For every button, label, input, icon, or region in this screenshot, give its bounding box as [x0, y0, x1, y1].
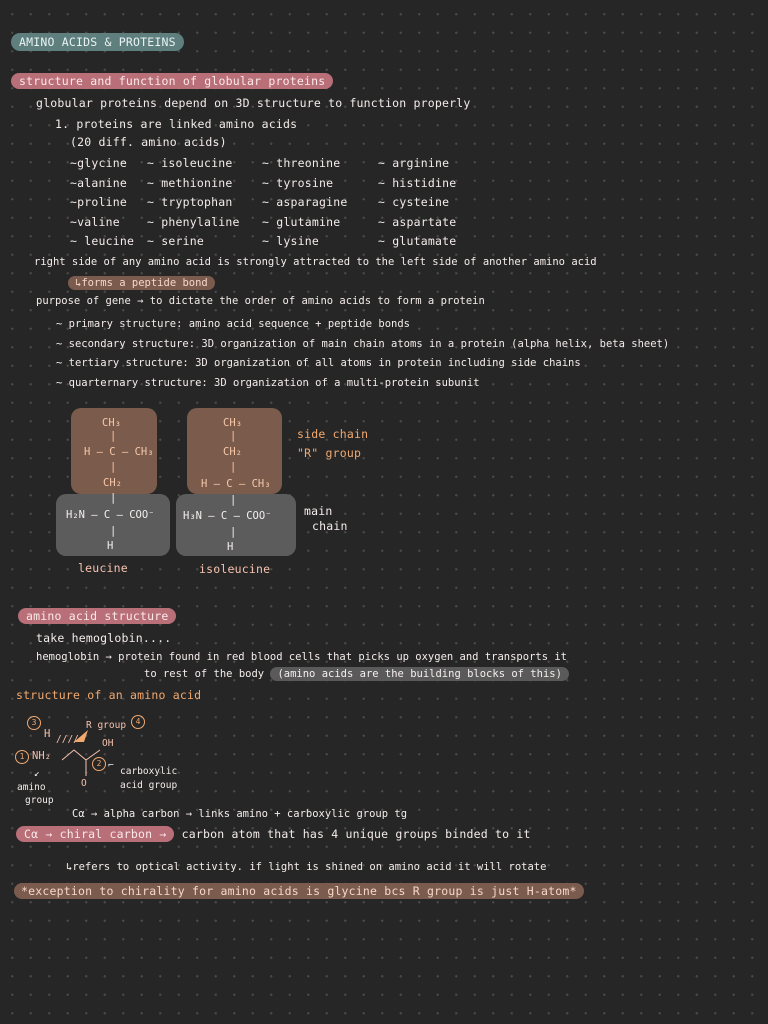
amino-list-item: ~ serine: [147, 234, 204, 249]
structure-primary: ~ primary structure: amino acid sequence + peptide bonds: [56, 318, 411, 330]
section-heading-globular: structure and function of globular proteins: [11, 73, 333, 89]
arrow-icon: ↳: [75, 277, 82, 289]
item-linked-amino-acids: 1. proteins are linked amino acids: [55, 117, 298, 131]
bond-line: |: [230, 526, 237, 538]
leucine-ch2: CH₂: [103, 477, 122, 489]
amino-list-col-3: [262, 154, 347, 252]
mol-h: H: [44, 728, 51, 740]
peptide-arrow: [68, 271, 215, 290]
chain-label: chain: [312, 519, 348, 533]
line-purpose-of-gene: purpose of gene → to dictate the order of amino acids to form a protein: [36, 295, 485, 307]
item-20-amino-acids: (20 diff. amino acids): [70, 135, 227, 149]
amino-list-item: ~proline: [70, 195, 127, 210]
protein-structure-list: [56, 315, 669, 393]
exception-glycine: *exception to chirality for amino acids is glycine bcs R group is just H-atom*: [14, 883, 584, 899]
bond-line: |: [110, 430, 117, 442]
mol-r-group: R group: [86, 720, 127, 731]
mol-o: O: [81, 778, 87, 789]
leucine-label: leucine: [78, 561, 128, 575]
leucine-hcch3: H – C – CH₃: [84, 446, 154, 458]
bond-line: |: [110, 525, 117, 537]
amino-list-item: ~ methionine: [147, 175, 233, 190]
line-globular-depend: globular proteins depend on 3D structure to function properly: [36, 96, 471, 110]
mol-oh: OH: [102, 738, 114, 749]
amino-list-item: ~ tryptophan: [147, 195, 233, 210]
rest-of-body-text: to rest of the body: [144, 668, 265, 680]
structure-tertiary: ~ tertiary structure: 3D organization of all atoms in protein including side chains: [56, 357, 581, 369]
amino-list-item: ~ asparagine: [262, 195, 348, 210]
structure-secondary: ~ secondary structure: 3D organization of main chain atoms in a protein (alpha helix, beta sheet): [56, 337, 670, 350]
chiral-carbon-definition: carbon atom that has 4 unique groups binded to it: [181, 827, 531, 841]
circle-3: 3: [27, 716, 41, 730]
leucine-h: H: [107, 540, 114, 552]
chiral-carbon-highlight: Cα → chiral carbon →: [16, 826, 174, 842]
circle-2: 2: [92, 757, 106, 771]
side-chain-label: side chain: [297, 427, 369, 441]
amino-list-item: ~valine: [70, 214, 120, 229]
leucine-main-chain: H₂N – C – COO⁻: [66, 509, 155, 521]
section-heading-amino-acid-structure: amino acid structure: [18, 608, 176, 624]
r-group-label: "R" group: [297, 446, 362, 460]
line-right-side: right side of any amino acid is strongly attracted to the left side of another amino acid: [34, 256, 597, 268]
bond-line: |: [230, 430, 237, 442]
page-title: AMINO ACIDS & PROTEINS: [11, 33, 184, 51]
amino-list-item: ~ glutamate: [378, 234, 457, 249]
hash-wedge: ////: [56, 734, 79, 745]
mol-nh2: NH₂: [32, 750, 51, 762]
amino-list-item: ~ tyrosine: [262, 175, 334, 190]
chiral-carbon-line: [16, 827, 531, 841]
amino-list-item: ~ histidine: [378, 175, 457, 190]
amino-label: amino: [17, 782, 46, 793]
circle-4: 4: [131, 715, 145, 729]
leucine-ch3-top: CH₃: [102, 417, 121, 429]
amino-list-item: ~ aspartate: [378, 214, 457, 229]
amino-list-item: ~ threonine: [262, 156, 341, 170]
main-label: main: [304, 504, 333, 518]
peptide-bond-text: forms a peptide bond: [81, 277, 208, 289]
acid-group-label: acid group: [120, 780, 178, 791]
building-blocks-highlight: (amino acids are the building blocks of this): [270, 667, 568, 681]
amino-list-item: ~ glutamine: [262, 214, 341, 229]
line-rest-of-body: [144, 668, 569, 680]
bond-line: |: [230, 494, 237, 506]
amino-list-item: ~alanine: [70, 175, 127, 190]
amino-list-item: ~ lysine: [262, 234, 319, 249]
isoleucine-ch3: CH₃: [223, 417, 242, 429]
amino-list-item: ~ cysteine: [378, 195, 450, 210]
group-label: group: [25, 795, 54, 806]
amino-list-col-1: [70, 154, 134, 252]
line-take-hemoglobin: take hemoglobin....: [36, 631, 172, 645]
bond-line: |: [230, 461, 237, 473]
carboxylic-label: carboxylic: [120, 766, 178, 777]
isoleucine-label: isoleucine: [199, 562, 271, 576]
bond-line: |: [110, 461, 117, 473]
line-hemoglobin-def: hemoglobin → protein found in red blood cells that picks up oxygen and transports it: [36, 651, 568, 663]
amino-list-item: ~ phenylaline: [147, 214, 240, 229]
amino-list-item: ~ leucine: [70, 234, 135, 249]
amino-arrow-icon: ↙: [34, 768, 40, 779]
line-alpha-carbon: Cα → alpha carbon → links amino + carboxylic group tg: [72, 808, 408, 820]
isoleucine-h: H: [227, 541, 234, 553]
circle-1: 1: [15, 750, 29, 764]
isoleucine-ch2: CH₂: [223, 446, 242, 458]
isoleucine-main-chain: H₃N – C – COO⁻: [183, 510, 272, 522]
amino-list-col-4: [378, 154, 456, 252]
amino-list-item: ~ isoleucine: [147, 156, 233, 170]
amino-list-item: ~glycine: [70, 156, 127, 170]
sub-heading-structure-of-amino-acid: structure of an amino acid: [16, 688, 202, 702]
line-optical-activity: ↳refers to optical activity. if light is shined on amino acid it will rotate: [66, 861, 547, 873]
bond-line: |: [110, 492, 117, 504]
amino-list-col-2: [147, 154, 240, 252]
carboxylic-bracket: ⌐: [108, 760, 114, 771]
peptide-bond-highlight: [68, 276, 215, 290]
structure-quarternary: ~ quarternary structure: 3D organization of a multi-protein subunit: [56, 376, 480, 389]
isoleucine-hcch3: H – C – CH₃: [201, 478, 271, 490]
amino-list-item: ~ arginine: [378, 156, 450, 170]
